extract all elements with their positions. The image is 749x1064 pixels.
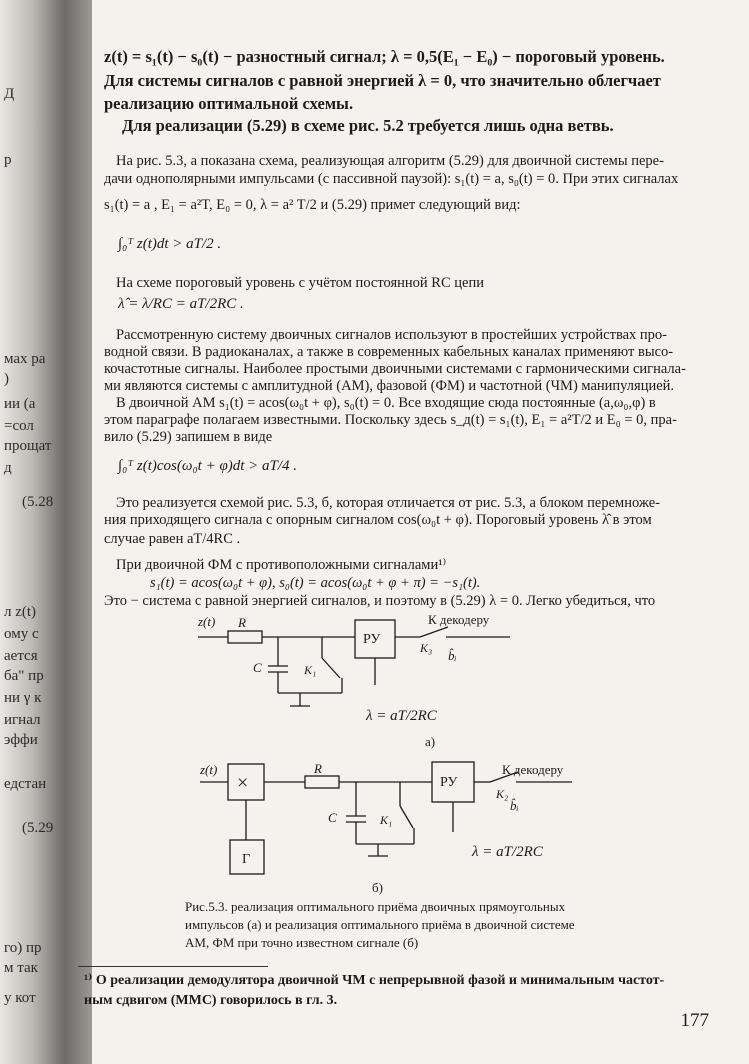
figure-caption-line: Рис.5.3. реализация оптимального приёма двоичных прямоугольных [185, 899, 566, 914]
text-line: На схеме пороговый уровень с учётом постоянной RC цепи [116, 275, 484, 291]
diagram-a-r-label: R [238, 615, 246, 630]
margin-fragment: у кот [4, 990, 36, 1006]
diagram-b-to-decoder: К декодеру [502, 762, 564, 777]
diagram-b-c-label: C [328, 810, 337, 825]
diagram-a-k3-label: K₃ [420, 641, 433, 655]
text-line: Это − система с равной энергией сигналов, и поэтому в (5.29) λ = 0. Легко убедиться, что [104, 593, 656, 609]
margin-fragment: =сол [4, 418, 34, 434]
text-line: z(t) = s₁(t) − s₀(t) − разностный сигнал; λ = 0,5(E₁ − E₀) − пороговый уровень. [104, 47, 665, 66]
diagram-a-tag: а) [425, 734, 436, 749]
margin-fragment: едстан [4, 776, 47, 792]
diagram-b-generator: Г [242, 852, 251, 867]
diagram-b-output-label: b̂ᵢ [510, 798, 519, 813]
margin-fragment: ому с [4, 626, 39, 642]
text-line: реализацию оптимальной схемы. [104, 94, 354, 113]
text-line: этом параграфе полагаем известными. Поскольку здесь s_д(t) = s₁(t), E₁ = a²T/2 и E₀ = 0, пра- [104, 412, 677, 428]
diagram-a-output-label: b̂ᵢ [448, 648, 457, 663]
footnote-line: ¹⁾ О реализации демодулятора двоичной ЧМ с непрерывной фазой и минимальным частот- [84, 973, 665, 988]
text-line: ми являются системы с амплитудной (АМ), фазовой (ФМ) и частотной (ЧМ) манипуляцией. [104, 378, 675, 394]
circuit-diagram-a [180, 600, 740, 750]
margin-fragment: (5.28 [22, 494, 54, 510]
formula-line: s₁(t) = a , E₁ = a²T, E₀ = 0, λ = a² T/2 и (5.29) примет следующий вид: [104, 197, 521, 213]
diagram-b-input-label: z(t) [200, 762, 218, 777]
margin-fragment: Д [4, 86, 15, 102]
diagram-a-k1-label: K₁ [304, 663, 317, 677]
text-line: дачи однополярными импульсами (с пассивной паузой): s₁(t) = a, s₀(t) = 0. При этих сигналах [104, 171, 679, 187]
diagram-b-tag: б) [372, 880, 383, 895]
diagram-a-to-decoder: К декодеру [428, 612, 490, 627]
margin-fragment: ни γ к [4, 690, 42, 706]
diagram-a-c-label: C [253, 660, 262, 675]
margin-fragment: игнал [4, 712, 41, 728]
margin-fragment: (5.29 [22, 820, 54, 836]
diagram-b-r-label: R [314, 761, 322, 776]
margin-fragment: мах ра [4, 351, 46, 367]
margin-fragment: го) пр [4, 940, 42, 956]
margin-fragment: ) [4, 371, 9, 387]
text-line: Это реализуется схемой рис. 5.3, б, которая отличается от рис. 5.3, а блоком перемноже- [116, 495, 660, 511]
page-number: 177 [680, 1010, 709, 1031]
text-line: При двоичной ФМ с противоположными сигналами¹⁾ [116, 557, 447, 573]
text-line: На рис. 5.3, а показана схема, реализующая алгоритм (5.29) для двоичной системы пере- [116, 153, 664, 169]
figure-caption-line: импульсов (а) и реализация оптимального приёма в двоичной системе [185, 917, 575, 932]
margin-fragment: ба" пр [4, 668, 44, 684]
diagram-b-decision-block: РУ [440, 775, 458, 790]
diagram-a-decision-block: РУ [363, 632, 381, 647]
formula-line: s₁(t) = acos(ω₀t + φ), s₀(t) = acos(ω₀t + φ + π) = −s₁(t). [150, 575, 481, 591]
margin-fragment: м так [4, 960, 38, 976]
text-line: Для реализации (5.29) в схеме рис. 5.2 требуется лишь одна ветвь. [122, 116, 614, 135]
margin-fragment: р [4, 152, 12, 168]
formula-integral-cos: ∫₀ᵀ z(t)cos(ω₀t + φ)dt > aT/4 . [118, 458, 298, 474]
page-fold-shadow [0, 0, 92, 1064]
diagram-b-k1-label: K₁ [380, 813, 393, 827]
text-line: В двоичной АМ s₁(t) = acos(ω₀t + φ), s₀(t) = 0. Все входящие сюда постоянные (a,ω₀,φ) в [116, 395, 656, 411]
figure-caption-line: АМ, ФМ при точно известном сигнале (б) [185, 935, 419, 950]
text-line: кочастотные сигналы. Наиболее простыми двоичными системами с гармоническими сигнала- [104, 361, 686, 377]
footnote-line: ным сдвигом (ММС) говорилось в гл. 3. [84, 993, 338, 1008]
margin-fragment: эффи [4, 732, 38, 748]
formula-integral: ∫₀ᵀ z(t)dt > aT/2 . [118, 236, 222, 252]
margin-fragment: ии (а [4, 396, 36, 412]
text-line: Для системы сигналов с равной энергией λ = 0, что значительно облегчает [104, 71, 661, 90]
text-line: случае равен aT/4RC . [104, 531, 241, 547]
margin-fragment: д [4, 460, 12, 476]
diagram-a-input-label: z(t) [198, 614, 216, 629]
text-line: Рассмотренную систему двоичных сигналов используют в простейших устройствах про- [116, 327, 667, 343]
margin-fragment: л z(t) [4, 604, 37, 620]
text-line: вило (5.29) запишем в виде [104, 429, 273, 445]
diagram-b-k2-label: K₂ [496, 787, 509, 801]
diagram-a-threshold: λ = aT/2RC [366, 708, 437, 724]
formula-threshold: λ̂ = λ/RC = aT/2RC . [118, 296, 244, 312]
margin-fragment: прощат [4, 438, 52, 454]
text-line: водной связи. В радиоканалах, а также в современных кабельных каналах применяют высо- [104, 344, 674, 360]
circuit-diagram-b [180, 752, 740, 897]
text-line: ния приходящего сигнала с опорным сигналом cos(ω₀t + φ). Пороговый уровень λ̂ в этом [104, 512, 652, 528]
diagram-b-multiplier: × [237, 772, 249, 794]
margin-fragment: ается [4, 648, 38, 664]
diagram-b-threshold: λ = aT/2RC [472, 844, 543, 860]
footnote-rule [78, 966, 268, 967]
